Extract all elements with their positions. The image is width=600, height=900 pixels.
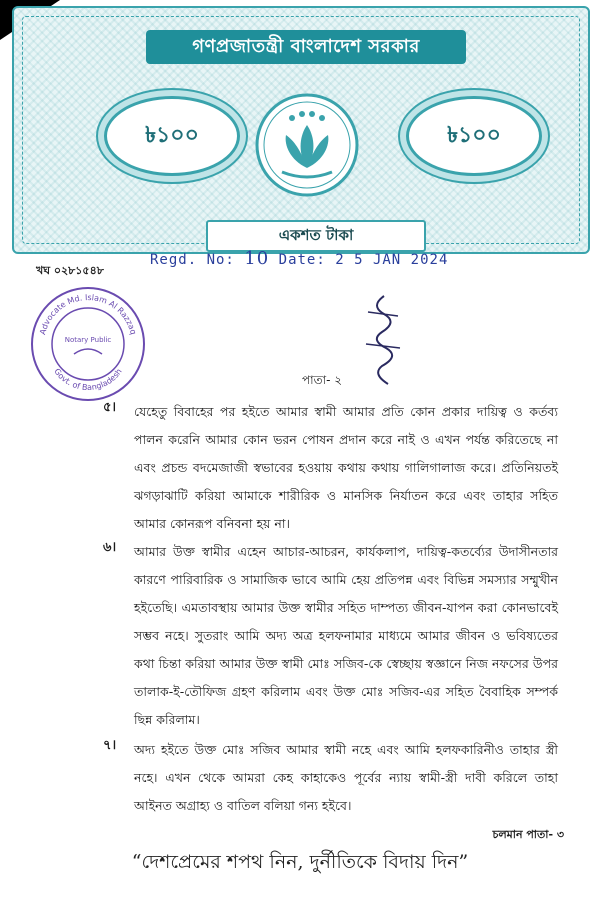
continued-page-label: চলমান পাতা- ৩ (492, 828, 564, 841)
notary-seal (28, 284, 148, 404)
paragraph-number: ৭। (103, 738, 117, 753)
stamp-serial: খঘ ০২৮১৫৪৮ (36, 264, 104, 277)
regd-date: 2 5 JAN 2024 (335, 252, 449, 268)
stamp-paper (12, 6, 590, 254)
paragraph-number: ৬। (103, 540, 117, 555)
svg-text:Advocate Md. Islam Al Razzaq: Advocate Md. Islam Al Razzaq (38, 292, 138, 336)
paragraph-6: আমার উক্ত স্বামীর এহেন আচার-আচরন, কার্যকলাপ, দায়িত্ব-কতর্ব্যের উদাসীনতার কারণে পারিবারিক ও সামাজিক ভাবে আমি হেয় প্রতিপন্ন এবং বিভিন্ন সমস্যার সম্মুখীন হইতেছি। এমতাবস্থায় আমার উক্ত স্বামীর সহিত দাম্পত্য জীবন-যাপন করা কোনভাবেই সম্ভব নহে। সুতরাং আমি অদ্য অত্র হলফনামার মাধ্যমে আমার জীবন ও ভবিষ্যতের কথা চিন্তা করিয়া আমার উক্ত স্বামী মোঃ সজিব-কে স্বেচ্ছায় স্বজ্ঞানে নিজ নফসের উপর তালাক-ই-তৌফিজ গ্রহণ করিলাম এবং উক্ত মোঃ সজিব-এর সহিত বৈবাহিক সম্পর্ক ছিন্ন করিলাম। (134, 544, 558, 727)
page-number: পাতা- ২ (302, 373, 343, 387)
regd-label: Regd. No: (150, 252, 235, 268)
regd-number: 10 (244, 248, 270, 269)
stamp-header: গণপ্রজাতন্ত্রী বাংলাদেশ সরকার (146, 30, 466, 64)
stamp-value: একশত টাকা (206, 220, 426, 252)
date-label: Date: (278, 252, 326, 268)
svg-text:Govt. of Bangladesh: Govt. of Bangladesh (52, 366, 124, 393)
government-emblem-icon (252, 90, 362, 200)
svg-text:Notary Public: Notary Public (64, 336, 112, 344)
anti-corruption-slogan: “দেশপ্রেমের শপথ নিন, দুর্নীতিকে বিদায় দিন” (131, 851, 469, 873)
denomination-right: ৳১০০ (406, 96, 542, 176)
paragraph-5: যেহেতু বিবাহের পর হইতে আমার স্বামী আমার প্রতি কোন প্রকার দায়িত্ব ও কর্তব্য পালন করেনি আমার কোন ভরন পোষন প্রদান করে নাই ও এখন পর্যন্ত করিতেছে না এবং প্রচন্ড বদমেজাজী স্বভাবের হওয়ায় কথায় কথায় গালিগালাজ করে। প্রতিনিয়তই ঝগড়াঝাটি করিয়া আমাকে শারীরিক ও মানসিক নির্যাতন করে এবং তাহার সহিত আমার কোনরূপ বনিবনা হয় না। (134, 404, 558, 531)
paragraph-number: ৫। (103, 400, 117, 415)
paragraph-7: অদ্য হইতে উক্ত মোঃ সজিব আমার স্বামী নহে এবং আমি হলফকারিনীও তাহার স্ত্রী নহে। এখন থেকে আমরা কেহ কাহাকেও পূর্বের ন্যায় স্বামী-স্ত্রী দাবী করিলে তাহা আইনত অগ্রাহ্য ও বাতিল বলিয়া গন্য হইবে। (134, 742, 558, 813)
registration-line (150, 248, 448, 269)
denomination-left: ৳১০০ (104, 96, 240, 176)
signature (354, 292, 414, 392)
